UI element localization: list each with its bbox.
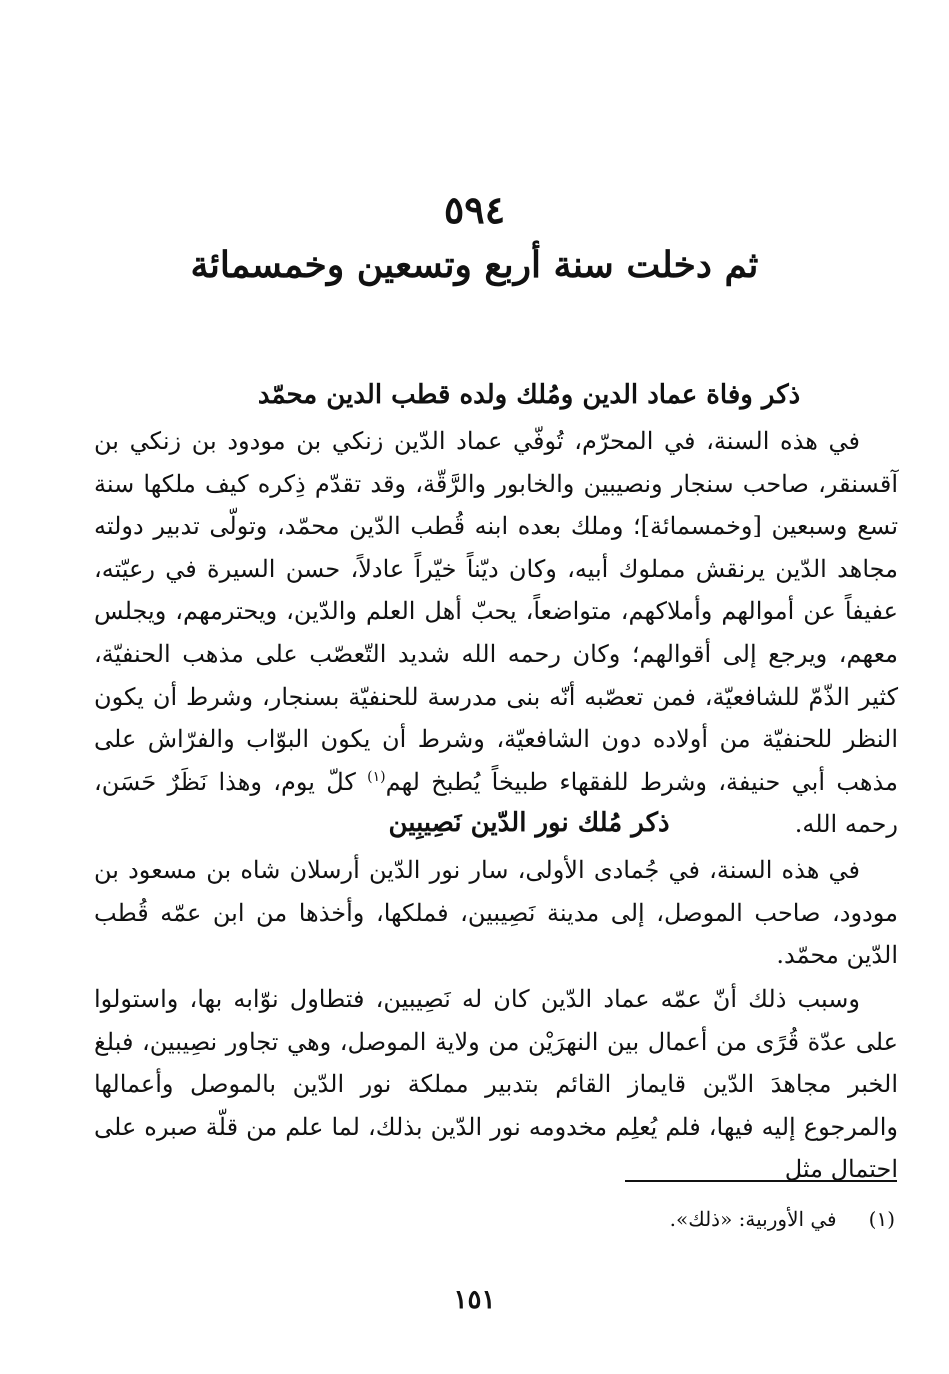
footnote-divider (625, 1180, 897, 1182)
paragraph-cause: وسبب ذلك أنّ عمّه عماد الدّين كان له نَصِيبين، فتطاول نوّابه بها، واستولوا على عدّة قُرًى من أعمال بين النهرَيْن من ولاية الموصل، وهي تجاور نصِيبين، فبلغ الخبر مجاهدَ الدّين قايماز القائم بتدبير مملكة نور الدّين بالموصل وأعمالها والمرجوع إليه فيها، فلم يُعلِم مخدومه نور الدّين بذلك، لما علم من قلّة صبره على احتمال مثل (94, 985, 898, 1184)
section-heading-death-imad-al-din: ذكر وفاة عماد الدين ومُلك ولده قطب الدين محمّد (257, 380, 801, 410)
paragraph-nur-al-din-march: في هذه السنة، في جُمادى الأولى، سار نور الدّين أرسلان شاه بن مسعود بن مودود، صاحب الموصل، إلى مدينة نَصِيبين، فملكها، وأخذها من ابن عمّه قُطب الدّين محمّد. (94, 856, 898, 970)
footnote (670, 1204, 895, 1234)
chapter-title: ثم دخلت سنة أربع وتسعين وخمسمائة (190, 244, 759, 286)
footnote-reference: (١) (367, 768, 386, 785)
paragraph-text-end: كلّ يوم، وهذا نَظَرٌ حَسَن، رحمه الله. (94, 767, 898, 839)
paragraph-text: في هذه السنة، في المحرّم، تُوفّي عماد الدّين زنكي بن مودود بن زنكي بن آقسنقر، صاحب سنجار ونصيبين والخابور والرَّقّة، وقد تقدّم ذِكره كيف ملكها سنة تسع وسبعين [وخمسمائة]؛ وملك بعده ابنه قُطب الدّين محمّد، وتولّى تدبير دولته مجاهد الدّين يرنقش مملوك أبيه، وكان ديّناً خيّراً عادلاً، حسن السيرة في رعيّته، عفيفاً عن أموالهم وأملاكهم، متواضعاً، يحبّ أهل العلم والدّين، ويحترمهم، ويجلس معهم، ويرجع إلى أقوالهم؛ وكان رحمه الله شديد التّعصّب على مذهب الحنفيّة، كثير الذّمّ للشافعيّة، فمن تعصّبه أنّه بنى مدرسة للحنفيّة بسنجار، وشرط أن يكون النظر للحنفيّة من أولاده دون الشافعيّة، وشرط أن يكون البوّاب والفرّاش على مذهب أبي حنيفة، وشرط للفقهاء طبيخاً يُطبخ لهم (94, 427, 899, 796)
footnote-number: (١) (868, 1207, 895, 1231)
section-heading-nur-al-din-nisibis: ذكر مُلك نور الدّين نَصِيبِين (388, 808, 670, 838)
page-number: ١٥١ (453, 1285, 496, 1315)
paragraph-death-imad-al-din (94, 420, 898, 846)
footnote-text: في الأوربية: «ذلك». (669, 1207, 837, 1231)
year-heading: ٥٩٤ (443, 187, 506, 232)
